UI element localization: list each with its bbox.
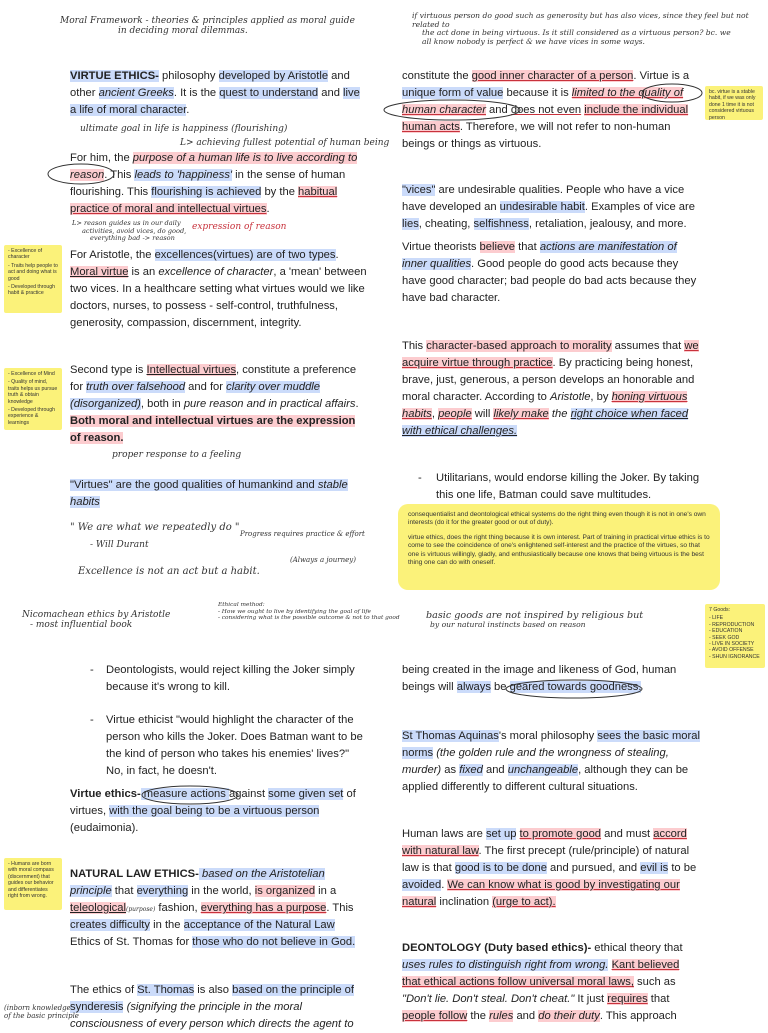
deontology-paragraph	[402, 940, 700, 1025]
text: people	[438, 408, 472, 420]
virtue-theorists-paragraph	[402, 239, 700, 307]
text: .	[266, 203, 270, 215]
text: Both moral and intellectual virtues are the expression of reason.	[70, 415, 356, 444]
handwritten-note: L> achieving fullest potential of human being	[180, 138, 390, 148]
text: , a 'mean' between two vices. In a healthcare setting what virtues would we like doctors, nurses, to possess - self-control, truthfulness, generosity, compassion, discernment, integrity.	[70, 266, 367, 329]
text: . The first precept (rule/principle) of natural law is that	[402, 845, 690, 874]
handwritten-note: Progress requires practice & effort	[240, 530, 365, 538]
text: excellence of character	[158, 266, 274, 278]
sticky-line: - SHUN IGNORANCE	[709, 653, 760, 660]
text: Human laws are	[402, 828, 486, 840]
note-line: Ethical method:	[218, 602, 265, 608]
text: requires	[607, 993, 648, 1005]
text: based on the Aristotelian principle	[70, 868, 325, 897]
text: uses rules to distinguish right from wrong.	[402, 959, 609, 971]
text: ancient Greeks	[98, 87, 174, 99]
text: those who do not believe in God.	[192, 936, 356, 948]
virtue-ethics-heading: VIRTUE ETHICS-	[70, 70, 159, 82]
text: in the world,	[188, 885, 255, 897]
text: , constitute a preference for	[70, 364, 357, 393]
note-line: activities, avoid vices, do good,	[82, 226, 187, 235]
sticky-note-seven-goods	[705, 604, 765, 668]
text: include the individual human acts	[402, 104, 689, 133]
text: St. Thomas	[137, 984, 195, 996]
text: Virtue ethics-	[70, 788, 141, 800]
sticky-line: - Developed through habit & practice	[8, 284, 56, 297]
text: "Don't lie. Don't steal. Don't cheat."	[402, 993, 575, 1005]
text: accord with natural law	[402, 828, 687, 857]
text: believe	[479, 241, 515, 253]
handwritten-inline: (purpose)	[125, 906, 156, 913]
text: everything has a purpose	[200, 902, 327, 914]
text: acceptance of the Natural Law	[183, 919, 335, 931]
text: with the goal being to be a virtuous person	[109, 805, 320, 817]
text: some given set	[268, 788, 344, 800]
note-line: Moral Framework - theories & principles applied as moral guide	[60, 16, 355, 26]
text: , retaliation, jealousy, and more.	[528, 218, 687, 230]
virtues-definition-paragraph	[70, 477, 368, 511]
text: rules	[489, 1010, 514, 1022]
text: ethical theory that	[591, 942, 683, 954]
text: that	[647, 993, 670, 1005]
text: For him, the	[70, 152, 133, 164]
text: avoided	[402, 879, 442, 891]
text: honing virtuous habits	[402, 391, 688, 420]
text: (the golden rule and the wrongness of stealing, murder)	[402, 747, 669, 776]
text: undesirable habit	[499, 201, 585, 213]
text: St Thomas Aquinas	[402, 730, 499, 742]
sticky-line: - Excellence of Mind	[8, 371, 55, 377]
sticky-line: - SEEK GOD	[709, 634, 740, 641]
text: of virtues,	[70, 788, 356, 817]
text: It just	[574, 993, 608, 1005]
text: that	[111, 885, 137, 897]
text: 's moral philosophy	[498, 730, 598, 742]
text: and	[485, 104, 511, 116]
text: philosophy	[158, 70, 219, 82]
sticky-line: bc. virtue is a stable habit, if we was only done 1 time it is not considered virtuous person	[709, 89, 756, 121]
text: Virtue theorists	[402, 241, 480, 253]
handwritten-note	[72, 220, 186, 243]
text: measure actions	[140, 788, 229, 800]
sticky-line: - Quality of mind, traits helps us pursue truth & obtain knowledge	[8, 379, 58, 405]
text: character-based approach to morality	[426, 340, 612, 352]
text: and other	[70, 70, 350, 99]
text: , both in	[140, 398, 184, 410]
virtue-ethics-paragraph	[70, 68, 368, 119]
deontology-heading: DEONTOLOGY (Duty based ethics)-	[402, 942, 592, 954]
text: , by	[590, 391, 612, 403]
text: teleological	[70, 902, 126, 914]
handwritten-note: proper response to a feeling	[112, 450, 242, 460]
note-line: if virtuous person do good such as generosity but has also vices, since they feel but not related to	[412, 11, 749, 29]
note-line: Nicomachean ethics by Aristotle	[22, 610, 171, 620]
text: by the	[261, 186, 299, 198]
text: to be	[668, 862, 697, 874]
text: , although they can be applied differently to different cultural situations.	[402, 764, 689, 793]
text: everything	[136, 885, 189, 897]
note-line: the act done in being virtuous. Is it still considered as a virtuous person? bc. we	[422, 28, 731, 38]
text: .	[441, 879, 448, 891]
text: and	[318, 87, 344, 99]
circle-annotation	[46, 162, 116, 186]
bullet-dash: -	[90, 664, 94, 676]
text: fixed	[459, 764, 483, 776]
text: "vices"	[402, 184, 436, 196]
text: inclination	[436, 896, 493, 908]
text: For Aristotle, the	[70, 249, 155, 261]
note-paragraph: virtue ethics, does the right thing because it is own interest. Part of training in practical virtue ethics is to come to see the coincidence of one's enlightened self-interest and the practice of the virtues, so that one is virtuous willingly, gladly, and enthusiastically because one knows that being virtuous is the best thing one can do with oneself.	[408, 533, 710, 567]
text: truth over falsehood	[86, 381, 186, 393]
st-thomas-paragraph	[70, 982, 368, 1033]
sticky-line: - REPRODUCTION	[709, 621, 755, 628]
bullet-dash: -	[90, 714, 94, 726]
human-laws-paragraph	[402, 826, 700, 911]
text: actions are manifestation of inner qualities	[402, 241, 677, 270]
text: Utilitarians, would endorse killing the Joker. By taking this one life, Batman could save multitudes.	[436, 472, 700, 501]
text: purpose of a human life is to live according to reason	[70, 152, 358, 181]
character-based-paragraph	[402, 338, 700, 440]
text: and	[513, 1010, 539, 1022]
text: sees the basic moral norms	[402, 730, 700, 759]
text: and pursued, and	[546, 862, 641, 874]
sticky-line: - Traits help people to act and doing what is good	[8, 262, 58, 282]
text: Intellectual virtues	[146, 364, 237, 376]
note-line: L> reason guides us in our daily	[72, 219, 181, 227]
text: "Virtues" are the good qualities of humankind and	[70, 479, 318, 491]
text: being created in the image and likeness of God, human beings will	[402, 664, 677, 693]
text: limited to the quality of human character	[402, 87, 684, 116]
text: and must	[601, 828, 654, 840]
text: always	[456, 681, 491, 693]
sticky-line: - Excellence of character	[8, 248, 43, 261]
text: Ethics of St. Thomas for	[70, 936, 193, 948]
intellectual-virtues-paragraph	[70, 362, 368, 447]
text: . Examples of vice are	[584, 201, 695, 213]
text: The ethics of	[70, 984, 138, 996]
natural-law-paragraph	[70, 866, 368, 951]
sticky-title: 7 Goods:	[709, 607, 731, 613]
note-line: all know nobody is perfect & we have vices in some ways.	[422, 37, 645, 47]
text: good is to be done	[454, 862, 547, 874]
text: against	[228, 788, 269, 800]
text: do their duty	[538, 1010, 600, 1022]
circle-annotation	[504, 678, 644, 700]
text: . It is the	[173, 87, 220, 99]
text: lies	[402, 218, 419, 230]
text: This	[402, 340, 427, 352]
text: in a	[315, 885, 337, 897]
text: we acquire virtue through practice	[402, 340, 699, 369]
text: are undesirable qualities. People who have a vice have developed an	[402, 184, 685, 213]
text: in the sense of human flourishing. This	[70, 169, 346, 198]
sticky-note-stable-habit	[705, 86, 763, 120]
sticky-note-moral-virtue	[4, 245, 62, 313]
text: is organized	[254, 885, 316, 897]
text: . Virtue is a	[633, 70, 690, 82]
text: is also	[194, 984, 233, 996]
sticky-line: - LIVE IN SOCIETY	[709, 641, 755, 648]
text: . Good people do good acts because they have good character; bad people do bad acts because they have bad character.	[402, 258, 697, 304]
text: people follow	[402, 1010, 468, 1022]
sticky-note-moral-compass	[4, 858, 62, 910]
bullet-virtue-ethicist	[90, 712, 368, 780]
text: .	[335, 249, 339, 261]
text: pure reason and in practical affairs	[183, 398, 356, 410]
text: developed by Aristotle	[218, 70, 329, 82]
circle-annotation	[382, 98, 522, 122]
text: that	[514, 241, 540, 253]
note-line: (inborn knowledge	[4, 1004, 71, 1012]
note-paragraph: consequentialist and deontological ethical systems do the right thing even though it is not in one's own interests (do it for the greater good or out of duty).	[408, 511, 706, 527]
sticky-line: - LIFE	[709, 615, 724, 622]
text: . Therefore, we will not refer to non-human beings or things as virtuous.	[402, 121, 671, 150]
bullet-deontologists	[90, 662, 368, 696]
text: assumes that	[611, 340, 685, 352]
text: set up	[485, 828, 517, 840]
bullet-utilitarians	[418, 470, 706, 504]
text: live a life of moral character	[70, 87, 360, 116]
text: constitute the	[402, 70, 472, 82]
note-line: of the basic principle	[4, 1012, 79, 1021]
text: . This approach	[599, 1010, 677, 1022]
virtue-ethics-comparison-note	[398, 504, 720, 590]
text: Aristotle	[550, 391, 591, 403]
text: based on the principle of synderesis	[70, 984, 355, 1013]
text: (urge to act).	[492, 896, 556, 908]
top-right-handwritten-note	[412, 12, 762, 47]
text: evil is	[640, 862, 669, 874]
handwritten-note: (Always a journey)	[290, 556, 356, 564]
note-line: - How we ought to live by identifying the goal of life	[218, 608, 371, 615]
handwritten-quote: " We are what we repeatedly do "	[70, 522, 240, 533]
text: selfishness	[473, 218, 529, 230]
sticky-line: - Humans are born with moral compass (discernment) that guides our behavior and differentiates right from wrong.	[8, 861, 54, 900]
handwritten-note: ultimate goal in life is happiness (flourishing)	[80, 124, 288, 134]
text: geared towards goodness.	[509, 681, 642, 693]
handwritten-note	[218, 602, 400, 622]
note-line: - considering what is the possible outcome & not to that good	[218, 615, 400, 622]
text: stable habits	[70, 479, 348, 508]
text: such as	[633, 976, 676, 988]
text: because it is	[503, 87, 572, 99]
natural-law-heading: NATURAL LAW ETHICS-	[70, 868, 199, 880]
text: . This	[326, 902, 354, 914]
circle-annotation	[140, 784, 240, 806]
handwritten-note	[4, 1004, 79, 1020]
text: and for	[185, 381, 227, 393]
top-left-handwritten-note	[60, 16, 360, 37]
note-line: - most influential book	[30, 620, 133, 631]
text: be	[490, 681, 510, 693]
text: creates difficulty	[70, 919, 151, 931]
two-types-paragraph	[70, 247, 368, 332]
text: habitual practice of moral and intellectual virtues	[70, 186, 338, 215]
text: excellences(virtues) are of two types	[154, 249, 336, 261]
text: flourishing is achieved	[151, 186, 262, 198]
text: (signifying the principle in the moral consciousness of every person which directs the agent to	[70, 1001, 354, 1030]
text: . By practicing being honest, brave, just, generous, a person develops an honorable and moral character. According to	[402, 357, 695, 403]
bullet-dash: -	[418, 472, 422, 484]
text: clarity over muddle (disorganized)	[70, 381, 320, 410]
sticky-line: - Developed through experience & learnings	[8, 407, 56, 426]
text: to promote good	[519, 828, 602, 840]
vices-paragraph	[402, 182, 700, 233]
note-line: by our natural instincts based on reason	[430, 620, 586, 630]
text: does not even	[510, 104, 582, 116]
aquinas-paragraph	[402, 728, 700, 796]
handwritten-quote: Excellence is not an act but a habit.	[78, 566, 260, 577]
text: Kant believed that ethical actions follow universal moral laws,	[402, 959, 680, 988]
text: will	[471, 408, 494, 420]
handwritten-note	[426, 610, 643, 630]
text: and	[482, 764, 508, 776]
text: Second type is	[70, 364, 147, 376]
text: (eudaimonia).	[70, 822, 139, 834]
text: . This	[104, 169, 135, 181]
sticky-line: - EDUCATION	[709, 628, 743, 635]
circle-annotation	[640, 82, 704, 104]
handwritten-note: expression of reason	[192, 222, 287, 232]
text: as	[441, 764, 460, 776]
text: is an	[128, 266, 159, 278]
sticky-note-intellectual-virtue	[4, 368, 62, 430]
text: Virtue ethicist "would highlight the character of the person who kills the Joker. Does Batman want to be the kind of person who takes his enemies' lives?" No, in fact, he doesn't.	[106, 714, 363, 777]
note-line: everything bad -> reason	[90, 234, 175, 243]
text: right choice when faced with ethical challenges.	[402, 408, 689, 437]
text: ,	[431, 408, 439, 420]
text: quest to understand	[219, 87, 319, 99]
text: good inner character of a person	[471, 70, 634, 82]
note-line: in deciding moral dilemmas.	[118, 26, 248, 37]
text: unique form of value	[402, 87, 504, 99]
text: the	[467, 1010, 490, 1022]
note-line: basic goods are not inspired by religious but	[426, 610, 644, 621]
text: in the	[150, 919, 184, 931]
sticky-line: - AVOID OFFENSE	[709, 647, 754, 654]
text: likely make	[493, 408, 549, 420]
text: the	[548, 408, 571, 420]
text: Moral virtue	[70, 266, 129, 278]
text: .	[355, 398, 359, 410]
text: Deontologists, would reject killing the Joker simply because it's wrong to kill.	[106, 664, 355, 693]
text: unchangeable	[507, 764, 579, 776]
text: leads to 'happiness'	[134, 169, 233, 181]
text: We can know what is good by investigating our natural	[402, 879, 680, 908]
text: , cheating,	[418, 218, 474, 230]
handwritten-note	[22, 610, 170, 631]
text: .	[186, 104, 190, 116]
text: fashion,	[155, 902, 201, 914]
handwritten-note: - Will Durant	[90, 540, 149, 550]
